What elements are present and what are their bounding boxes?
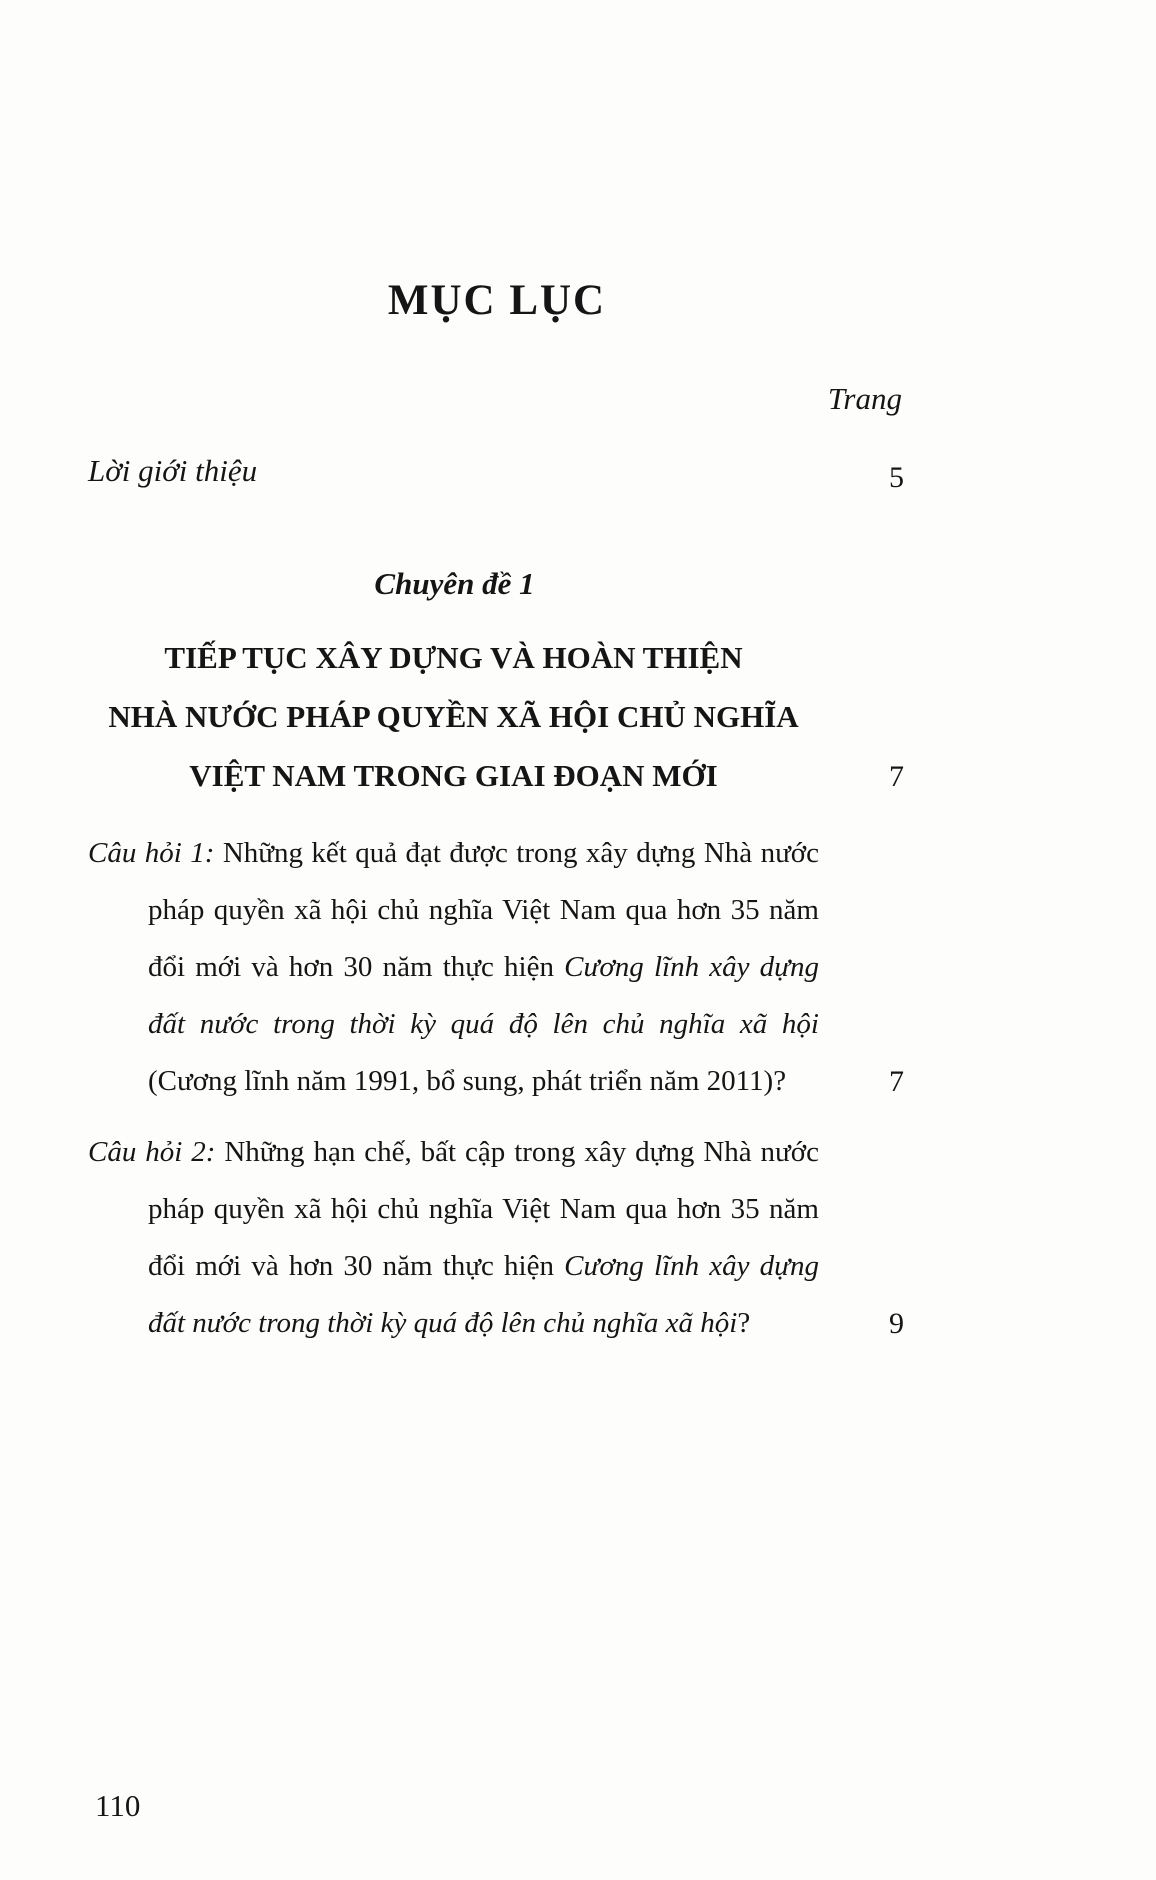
chapter-title-line: VIỆT NAM TRONG GIAI ĐOẠN MỚI: [189, 758, 718, 793]
toc-content: [88, 0, 906, 1352]
intro-label: Lời giới thiệu: [88, 453, 258, 488]
intro-entry: [88, 449, 906, 506]
chapter-page-number: 7: [889, 760, 904, 793]
toc-entry: [88, 1124, 906, 1352]
footer-page-number: 110: [95, 1788, 141, 1823]
entry-question-label: Câu hỏi 1:: [88, 837, 215, 869]
toc-entry: [88, 825, 906, 1110]
entry-text-segment: Những kết quả đạt được trong xây dựng Nhà nước pháp quyền xã hội chủ nghĩa Việt Nam qua hơn 35 năm đổi mới và hơn 30 năm thực hiện: [148, 837, 819, 983]
chapter-title: [88, 628, 819, 805]
entry-page-number: 9: [889, 1307, 904, 1340]
entry-text-segment: (Cương lĩnh năm 1991, bổ sung, phát triển năm 2011)?: [148, 1065, 787, 1097]
entry-text: [88, 825, 819, 1110]
entry-page-number: 7: [889, 1065, 904, 1098]
page-column-header: Trang: [827, 381, 902, 416]
chapter-kicker: Chuyên đề 1: [374, 566, 535, 601]
intro-page-number: 5: [889, 461, 904, 494]
chapter-title-line: NHÀ NƯỚC PHÁP QUYỀN XÃ HỘI CHỦ NGHĨA: [108, 699, 799, 734]
page-title: MỤC LỤC: [387, 277, 607, 324]
chapter-title-line: TIẾP TỤC XÂY DỰNG VÀ HOÀN THIỆN: [164, 640, 743, 675]
entry-text-segment-italic: Cương lĩnh xây dựng đất nước trong thời kỳ quá độ lên chủ nghĩa xã hội: [148, 951, 820, 1040]
toc-entries: [88, 825, 906, 1352]
entry-text-segment: ?: [737, 1307, 751, 1339]
chapter-heading: [88, 628, 906, 805]
entry-text-segment-italic: Cương lĩnh xây dựng đất nước trong thời kỳ quá độ lên chủ nghĩa xã hội: [148, 1250, 820, 1339]
entry-text: [88, 1124, 819, 1352]
entry-question-label: Câu hỏi 2:: [88, 1136, 216, 1168]
entry-text-segment: Những hạn chế, bất cập trong xây dựng Nhà nước pháp quyền xã hội chủ nghĩa Việt Nam qua hơn 35 năm đổi mới và hơn 30 năm thực hiện: [148, 1136, 819, 1282]
